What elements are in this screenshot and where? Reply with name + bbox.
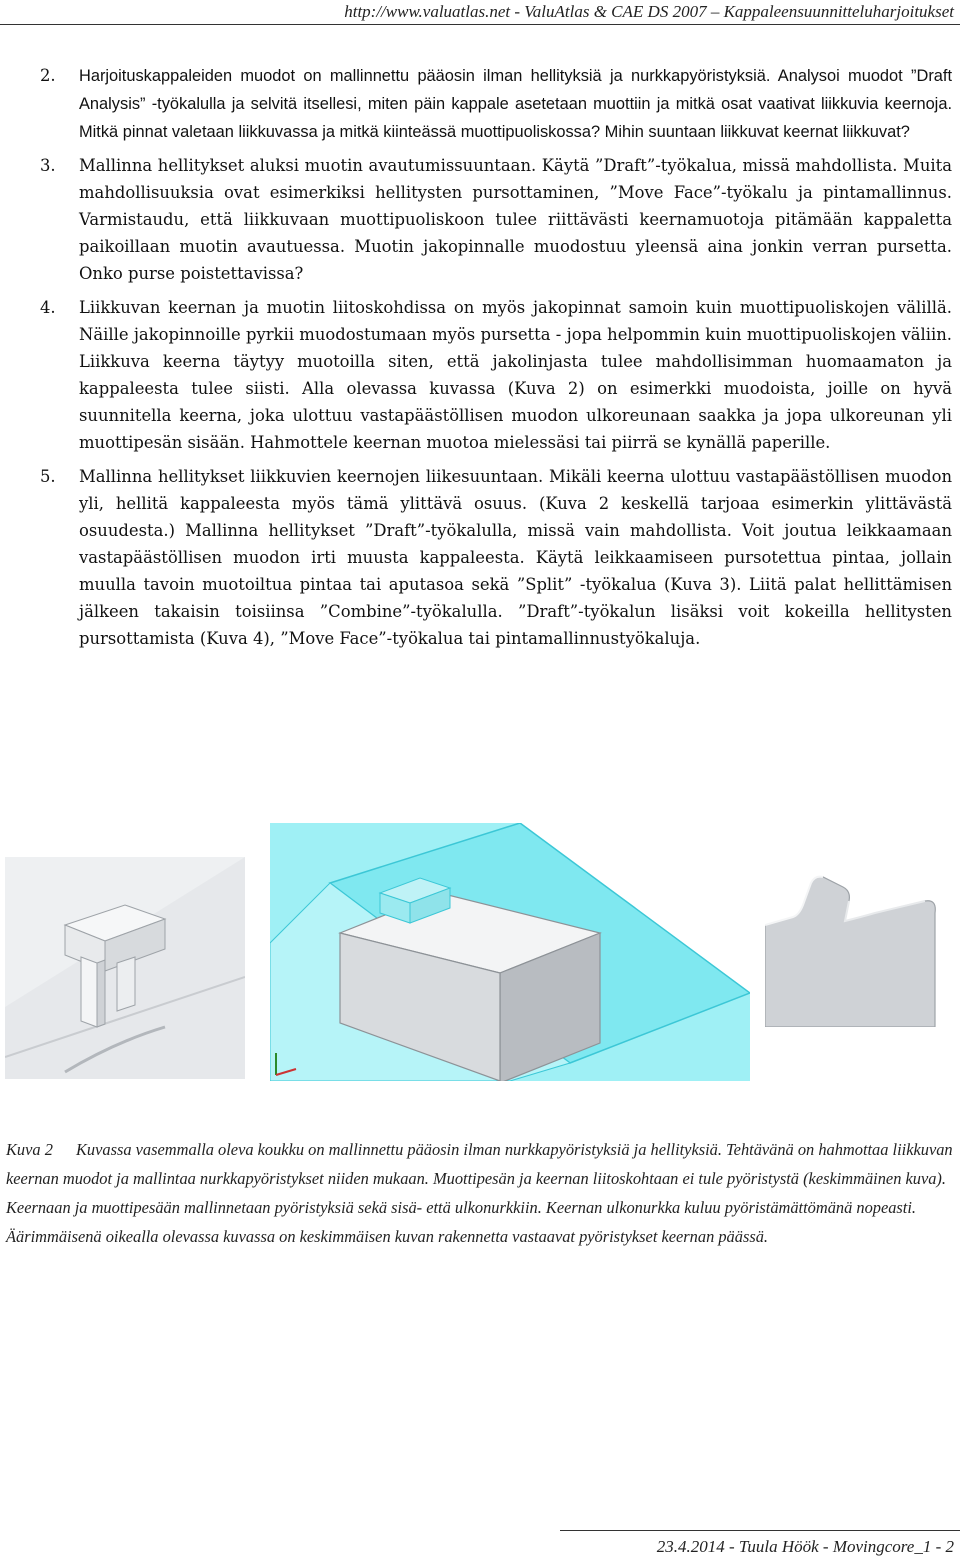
list-item-text: Mallinna hellitykset liikkuvien keernojen liikesuuntaan. Mikäli keerna ulottuu vastapäästöllisen muodon yli, hellitä kappaleesta myös tämä ylittävä osuus. (Kuva 2 keskellä tarjoaa esimerkin ylittävästä osuudesta.) Mallinna hellitykset ”Draft”-työkalulla, missä vain mahdollista. Voit joutua leikkaamaan vastapäästöllisen muodon irti muusta kappaleesta. Käytä leikkaamiseen pursotettua pintaa, jollain muulla tavoin muotoiltua pintaa tai aputasoa sekä ”Split” -työkalua (Kuva 3). Liitä palat hellittämisen jälkeen takaisin toisiinsa ”Combine”-työkalulla. ”Draft”-työkalun lisäksi voit kokeilla hellitysten pursottamista (Kuva 4), ”Move Face”-työkalua tai pintamallinnustyökaluja. — [79, 467, 952, 648]
list-item-number: 3. — [40, 156, 56, 175]
list-item-text: Harjoituskappaleiden muodot on mallinnettu pääosin ilman hellityksiä ja nurkkapyöristyksiä. Analysoi muodot ”Draft Analysis” -työkalulla ja selvitä itsellesi, miten päin kappale asetetaan muottiin ja mitkä osat vaativat liikkuvia keernoja. Mitkä pinnat valetaan liikkuvassa ja mitkä kiinteässä muottipuoliskossa? Mihin suuntaan liikkuvat keernat liikkuvat? — [79, 67, 952, 141]
header-url-text: http://www.valuatlas.net - ValuAtlas & CAE DS 2007 – Kappaleensuunnitteluharjoitukset — [344, 2, 954, 21]
rounded-core-end-image — [765, 865, 955, 1027]
footer-rule — [560, 1530, 960, 1531]
list-item-text: Mallinna hellitykset aluksi muotin avautumissuuntaan. Käytä ”Draft”-työkalua, missä mahdollista. Muita mahdollisuuksia ovat esimerkiksi hellitysten pursottaminen, ”Move Face”-työkalu ja pintamallinnus. Varmistaudu, että liikkuvaan muottipuoliskoon tulee riittävästi keernamuotoja pitämään kappaletta paikoillaan muotin avautuessa. Muotin jakopinnalle muodostuu yleensä aina jonkin verran pursetta. Onko purse poistettavissa? — [79, 156, 952, 283]
list-item — [40, 463, 952, 652]
page-footer: 23.4.2014 - Tuula Höök - Movingcore_1 - 2 — [656, 1537, 954, 1556]
instruction-list — [40, 62, 952, 652]
page-header — [0, 0, 960, 26]
header-rule — [0, 24, 960, 25]
list-item-text: Liikkuvan keernan ja muotin liitoskohdissa on myös jakopinnat samoin kuin muottipuoliskojen välillä. Näille jakopinnoille pyrkii muodostumaan myös pursetta - jopa helpommin kuin muottipuoliskojen väliin. Liikkuva keerna täytyy muotoilla siten, että jakolinjasta tulee mahdollisimman huomaamaton ja kappaleesta tulee siisti. Alla olevassa kuvassa (Kuva 2) on esimerkki muodoista, joille on hyvä suunnitella keerna, joka ulottuu vastapäästöllisen muodon ulkoreunaan saakka ja jopa ulkoreunan yli muottipesän sisään. Hahmottele keernan muotoa mielessäsi tai piirrä se kynällä paperille. — [79, 298, 952, 452]
caption-text: Kuvassa vasemmalla oleva koukku on mallinnettu pääosin ilman nurkkapyöristyksiä ja hellityksiä. Tehtävänä on hahmottaa liikkuvan keernan muodot ja mallintaa nurkkapyöristykset niiden mukaan. Muottipesän ja keernan liitoskohtaan ei tule pyöristystä (keskimmäinen kuva). Keernaan ja muottipesään mallinnetaan pyöristyksiä sekä sisä- että ulkonurkkiin. Keernan ulkonurkka kuluu pyöristämättömänä nopeasti. Äärimmäisenä oikealla olevassa kuvassa on keskimmäisen kuvan rakennetta vastaavat pyöristykset keernan päässä. — [6, 1140, 953, 1246]
list-item-number: 4. — [40, 298, 56, 317]
core-cavity-model-image — [270, 823, 750, 1081]
list-item — [40, 152, 952, 287]
hook-model-image — [5, 857, 245, 1079]
caption-label: Kuva 2 — [6, 1140, 53, 1159]
figure-row — [0, 815, 960, 1095]
list-item — [40, 294, 952, 456]
figure-caption — [6, 1135, 954, 1251]
list-item — [40, 62, 952, 146]
list-item-number: 5. — [40, 467, 56, 486]
list-item-number: 2. — [40, 66, 56, 85]
